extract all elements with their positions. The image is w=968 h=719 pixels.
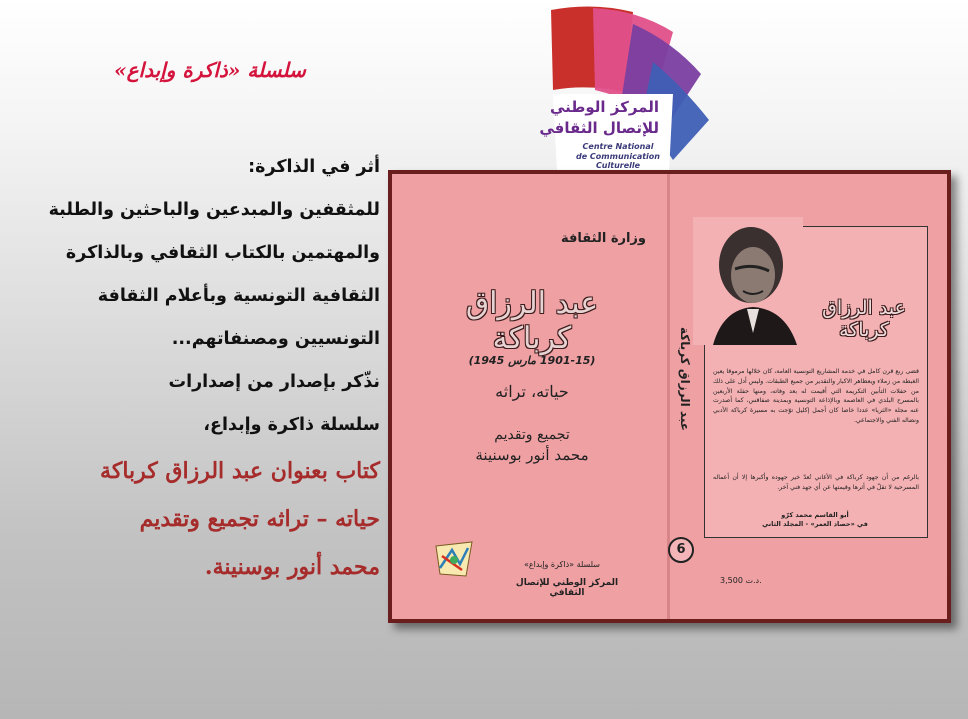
logo-french-line2: de Communication [575,151,660,161]
ministry-label: وزارة الثقافة [561,231,646,246]
book-back-cover [704,226,928,538]
logo-french-line1: Centre National [582,142,654,151]
book-dates: (1901-15 مارس 1945) [468,354,596,367]
back-cover-signature [745,511,885,529]
spine-title: عبد الرزاق كرباكة [678,327,692,431]
text-line: سلسلة ذاكرة وإبداع، [203,415,380,435]
compiled-label: تجميع وتقديم [494,427,570,443]
logo-french-line3: Culturelle [595,161,641,170]
book-cover [392,174,947,619]
series-title: سلسلة «ذاكرة وإبداع» [114,58,306,82]
text-line: للمثقفين والمبدعين والباحثين والطلبة [48,200,380,220]
book-subtitle: حياته، تراثه [495,382,569,401]
text-line: والمهتمين بالكتاب الثقافي وبالذاكرة [65,243,380,263]
highlight-line: محمد أنور بوسنينة. [204,554,380,580]
signature-source: في «حصاد العمر» - المجلد الثاني [762,520,868,528]
book-series-label: سلسلة «ذاكرة وإبداع» [523,560,600,569]
ccnc-logo [533,2,723,174]
logo-arabic-line1: المركز الوطني [549,98,659,116]
description-text [30,146,380,591]
book-author: محمد أنور بوسنينة [475,446,589,464]
highlight-line: حياته – تراثه تجميع وتقديم [139,506,380,532]
signature-name: أبو القاسم محمد كرّو [781,511,849,519]
text-line: أثر في الذاكرة: [248,157,380,177]
back-cover-paragraph: بالرغم من أن جهود كرباكة في الأغاني تُعدّ خير جهوده وأكبرها إلا أن أعماله المسرحية لا تقلّ في أثرها وقيمتها عن أي جهد فني آخر. [713,474,919,491]
logo-french-text [563,142,673,171]
back-cover-paragraph: قضى ربع قرن كامل في خدمة المشاريع التونسية العامة، كان خلالها مرموقا يعين الغبطة من زملاء ويعظاهر الاكبار والتقدير من جميع الطبقات. وليس أدل على ذلك من حفلات التأبين التكريمة التي أقيمت له بعد وفاته، ومنها حفلة الأربعين بالمسرح البلدي في العاصمة وبالإذاعة التونسية وبمدينة صفاقس، كما أصدرت عنه مجلة «الثريا» عددا خاصا كان أجمل إكليل توّجت به مسيرة كرباكة الأدبي ونضاله الفني والاجتماعي. [713,368,919,424]
book-price: 3,500 د.ت. [720,576,762,585]
book-cover-image [388,170,951,623]
text-line: الثقافية التونسية وبأعلام الثقافة [97,286,380,306]
book-front-cover [392,174,666,619]
series-emblem-icon [432,540,476,580]
book-title: عبد الرزاق كرباكة [465,286,599,356]
text-line: التونسيين ومصنفاتهم... [171,329,380,349]
logo-arabic-line2: للإتصال الثقافي [539,119,659,137]
highlight-line: كتاب بعنوان عبد الرزاق كرباكة [100,458,380,484]
back-cover-title: عبد الرزاق كرباكة [822,297,906,341]
author-portrait-icon [693,217,803,345]
book-publisher: المركز الوطني للإتصال الثقافي [515,578,619,598]
text-line: نذّكر بإصدار من إصدارات [168,372,380,392]
spine-volume-number: 6 [668,537,694,563]
